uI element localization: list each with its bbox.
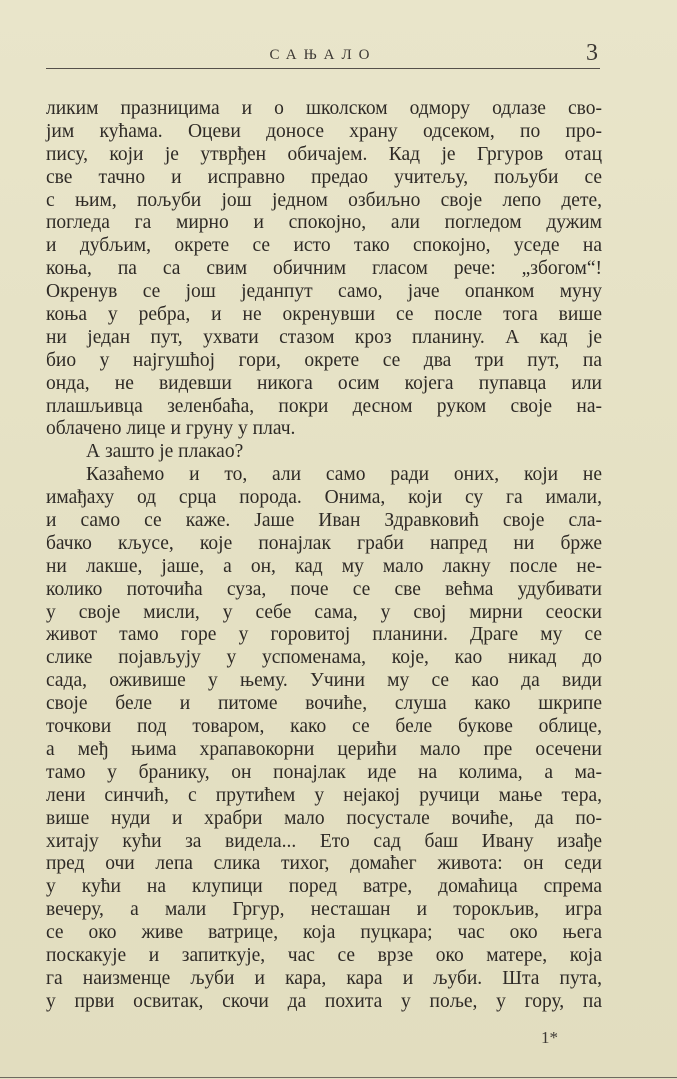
text-line: тамо у бранику, он понајлак иде на колима, а ма- — [46, 761, 602, 783]
text-line: погледа га мирно и спокојно, али погледом дужим — [46, 212, 602, 234]
text-line: а међ њима храпавокорни церићи мало пре осечени — [46, 738, 602, 760]
text-line: с њим, пољуби још једном озбиљно своје лепо дете, — [46, 189, 602, 211]
text-line: га наизменце љуби и кара, кара и љуби. Шта пута, — [46, 967, 602, 989]
text-line: ликим празницима и о школском одмору одлазе сво- — [46, 98, 602, 119]
text-line: у своје мисли, у себе сама, у свој мирни сеоски — [46, 601, 602, 623]
text-line: ни лакше, јаше, а он, кад му мало лакну после не- — [46, 555, 602, 577]
text-line: слике појављују у успоменама, које, као никад до — [46, 647, 602, 669]
text-line: се око живе ватрице, која пуцкара; час око њега — [46, 922, 602, 944]
text-line: поскакује и запиткује, час се врзе око матере, која — [46, 944, 602, 966]
text-line: сада, оживише у њему. Учини му се као да види — [46, 670, 602, 692]
text-line: бачко кљусе, које понајлак граби напред ни брже — [46, 532, 602, 554]
text-line: пред очи лепа слика тихог, домаћег живота: он седи — [46, 853, 602, 875]
paragraph-start-line: Казаћемо и то, али само ради оних, који не — [86, 464, 602, 486]
text-line: ни један пут, ухвати стазом кроз планину. А кад је — [46, 326, 602, 348]
text-line: пису, који је утврђен обичајем. Кад је Гргуров отац — [46, 143, 602, 165]
paragraph-end-line: облачено лице и груну у плач. — [46, 418, 296, 440]
text-line: своје беле и питоме вочиће, слуша како шкрипе — [46, 693, 602, 715]
text-line: коња, па са свим обичним гласом рече: „збогом“! — [46, 258, 602, 280]
text-line: вечеру, а мали Гргур, несташан и торокљив, игра — [46, 899, 602, 921]
text-line: више нуди и храбри мало посустале вочиће, да по- — [46, 807, 602, 829]
bottom-edge — [0, 1077, 677, 1078]
text-line: лени синчић, с прутићем у нејакој ручици мање тера, — [46, 784, 602, 806]
text-line: у кући на клупици поред ватре, домаћица спрема — [46, 876, 602, 898]
page-number: 3 — [586, 40, 598, 66]
text-line: коња у ребра, и не окренувши се после тога више — [46, 304, 602, 326]
text-line: хитају кући за видела... Ето сад баш Ивану изађе — [46, 830, 602, 852]
text-line: Окренув се још једанпут само, јаче опанком муну — [46, 281, 602, 303]
text-line: и само се каже. Јаше Иван Здравковић своје сла- — [46, 510, 602, 532]
text-line: имађаху од срца порода. Онима, који су га имали, — [46, 487, 602, 509]
text-line: онда, не видевши никога осим којега пупавца или — [46, 372, 602, 394]
text-line: и дубљим, окрете се исто тако спокојно, уседе на — [46, 235, 602, 257]
text-line: био у најгушћој гори, окрете се два три пут, па — [46, 349, 602, 371]
signature-mark: 1* — [541, 1028, 558, 1047]
text-line: живот тамо горе у горовитој планини. Драге му се — [46, 624, 602, 646]
text-line: плашљивца зеленбаћа, покри десном руком своје на- — [46, 395, 602, 417]
page-header — [46, 40, 600, 68]
body-text — [46, 98, 602, 1014]
header-rule — [46, 68, 600, 69]
question-line: А зашто је плакао? — [86, 441, 244, 463]
text-line: колико поточића суза, поче се све већма удубивати — [46, 578, 602, 600]
text-line: у први освитак, скочи да похита у поље, у гору, па — [46, 990, 602, 1012]
text-line: точкови под товаром, како се беле букове облице, — [46, 716, 602, 738]
text-line: јим кућама. Оцеви доносе храну одсеком, по про- — [46, 120, 602, 142]
running-title: САЊАЛО — [269, 47, 377, 63]
text-line: све тачно и исправно предао учитељу, пољуби се — [46, 166, 602, 188]
